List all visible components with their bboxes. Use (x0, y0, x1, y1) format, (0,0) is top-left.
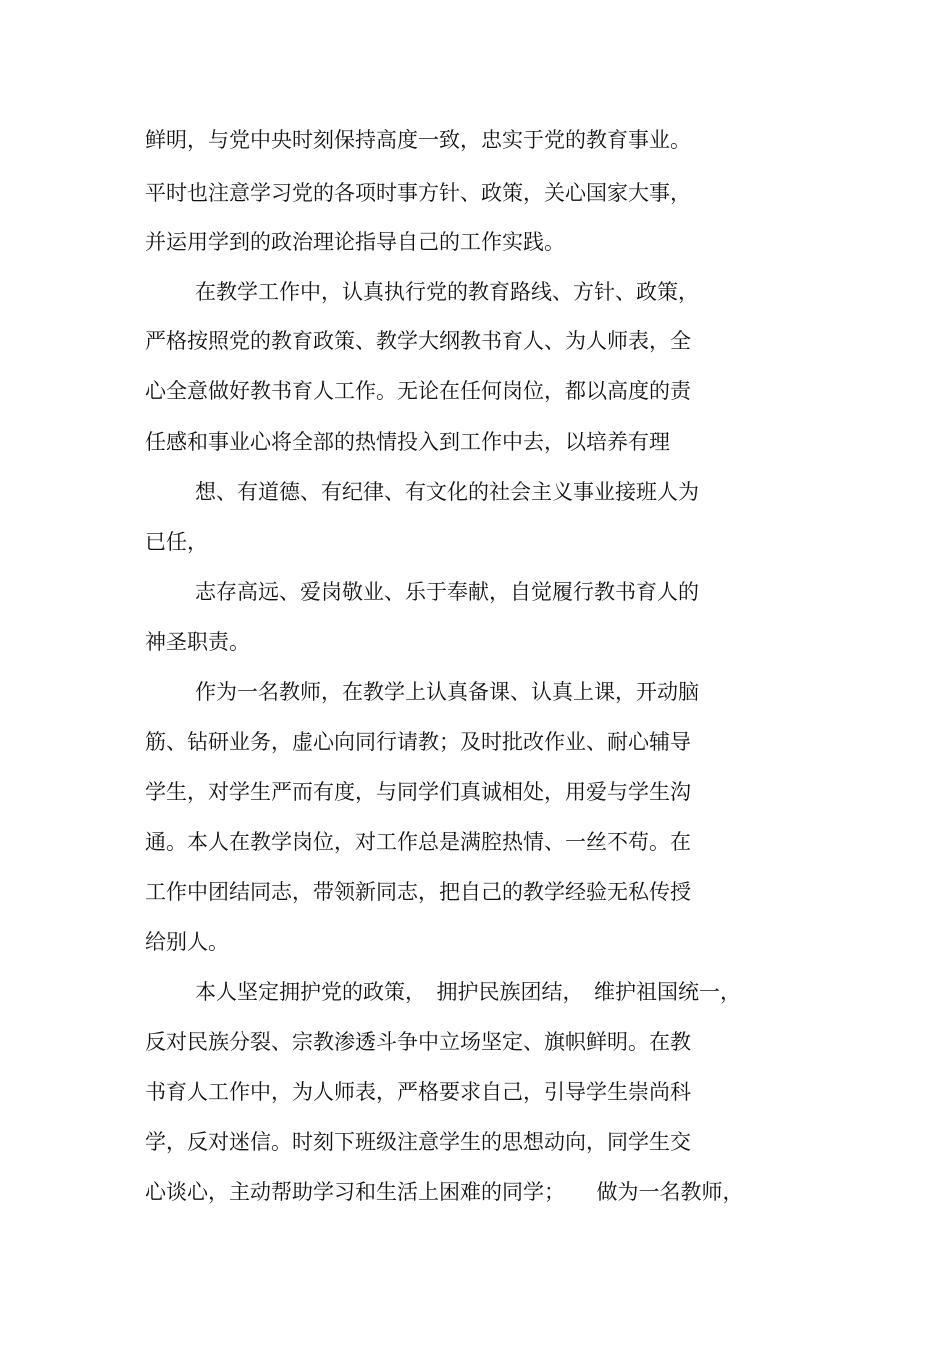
text-line-11: 神圣职责。 (145, 630, 250, 654)
text-line-17: 给别人。 (145, 930, 229, 954)
text-line-21: 学，反对迷信。时刻下班级注意学生的思想动向，同学生交 (145, 1130, 691, 1154)
text-line-22: 心谈心，主动帮助学习和生活上困难的同学； 做为一名教师， (145, 1180, 744, 1204)
text-line-6: 心全意做好教书育人工作。无论在任何岗位，都以高度的责 (145, 379, 691, 403)
text-line-3: 并运用学到的政治理论指导自己的工作实践。 (145, 230, 565, 254)
text-line-5: 严格按照党的教育政策、教学大纲教书育人、为人师表，全 (145, 329, 691, 353)
text-line-19: 反对民族分裂、宗教渗透斗争中立场坚定、旗帜鲜明。在教 (145, 1030, 691, 1054)
text-line-4: 在教学工作中，认真执行党的教育路线、方针、政策， (195, 280, 699, 304)
text-line-14: 学生，对学生严而有度，与同学们真诚相处，用爱与学生沟 (145, 780, 691, 804)
text-line-13: 筋、钻研业务，虚心向同行请教；及时批改作业、耐心辅导 (145, 730, 691, 754)
text-line-12: 作为一名教师，在教学上认真备课、认真上课，开动脑 (195, 680, 699, 704)
text-line-18: 本人坚定拥护党的政策， 拥护民族团结， 维护祖国统一， (195, 980, 741, 1004)
text-line-16: 工作中团结同志，带领新同志，把自己的教学经验无私传授 (145, 880, 691, 904)
text-line-7: 任感和事业心将全部的热情投入到工作中去，以培养有理 (145, 430, 670, 454)
text-line-1: 鲜明，与党中央时刻保持高度一致，忠实于党的教育事业。 (145, 128, 691, 152)
text-line-9: 已任， (145, 530, 208, 554)
text-line-20: 书育人工作中，为人师表，严格要求自己，引导学生崇尚科 (145, 1080, 691, 1104)
text-line-8: 想、有道德、有纪律、有文化的社会主义事业接班人为 (195, 480, 699, 504)
text-line-2: 平时也注意学习党的各项时事方针、政策，关心国家大事， (145, 181, 691, 205)
text-line-10: 志存高远、爱岗敬业、乐于奉献，自觉履行教书育人的 (195, 580, 699, 604)
text-line-15: 通。本人在教学岗位，对工作总是满腔热情、一丝不苟。在 (145, 830, 691, 854)
